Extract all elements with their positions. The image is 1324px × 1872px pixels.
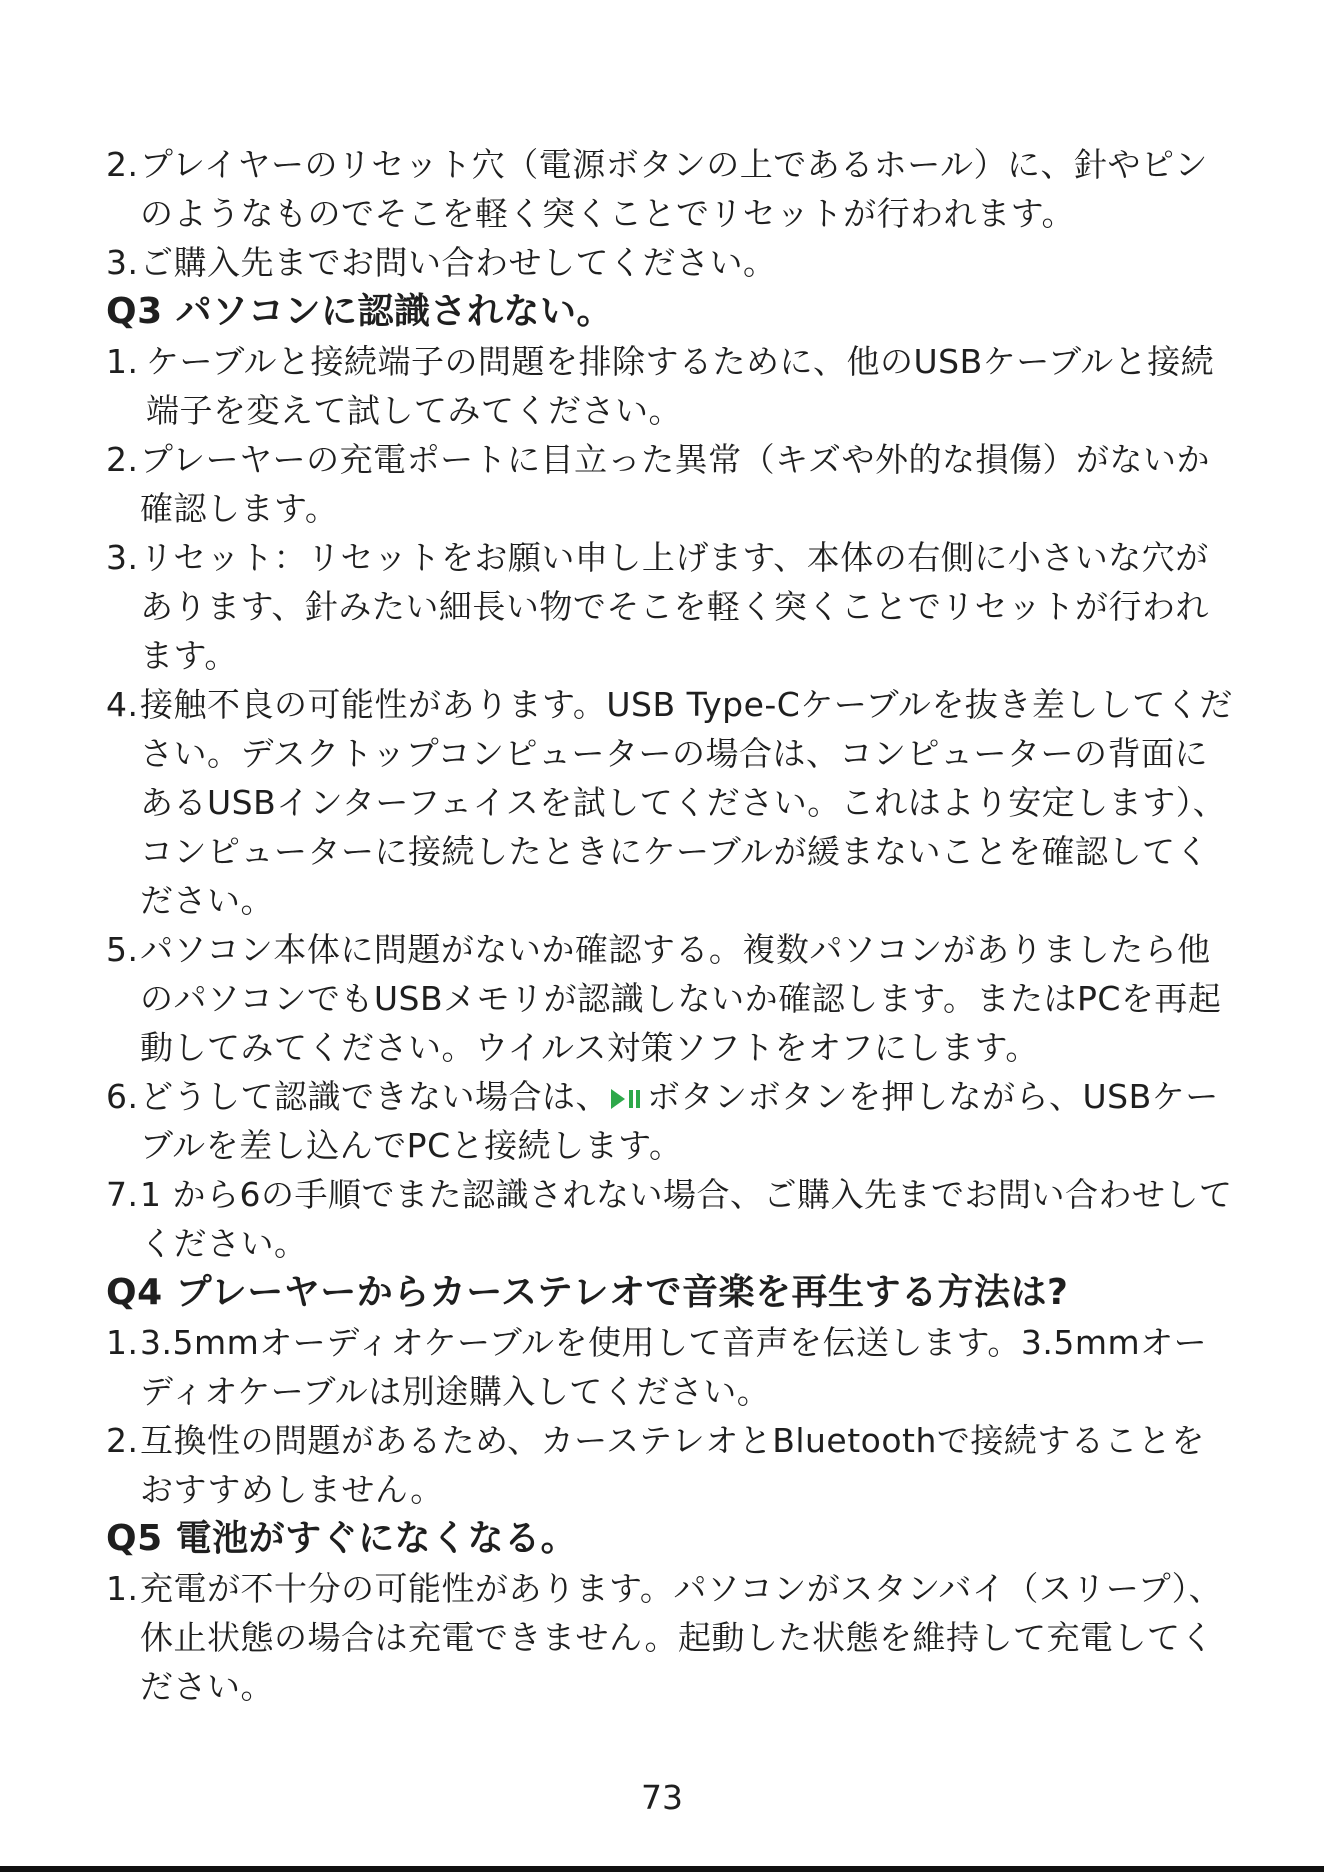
list-text: リセット：リセットをお願い申し上げます、本体の右側に小さいな穴があります、針みたい細長い物でそこを軽く突くことでリセットが行われます。 (140, 538, 1210, 675)
q3-heading: Q3 パソコンに認識されない。 (106, 291, 613, 332)
list-number: 2. (106, 145, 139, 184)
list-number: 2. (106, 1421, 139, 1460)
list-number: 3. (106, 538, 139, 577)
list-number: 7. (106, 1175, 139, 1214)
list-text (140, 1072, 1236, 1170)
page-bottom-border (0, 1866, 1324, 1872)
faq-content (106, 140, 1236, 1711)
list-text: ケーブルと接続端子の問題を排除するために、他のUSBケーブルと接続端子を変えて試してみてください。 (146, 342, 1215, 430)
list-item (106, 1170, 1236, 1268)
list-item (106, 1318, 1236, 1416)
list-text: 3.5mmオーディオケーブルを使用して音声を伝送します。3.5mmオーディオケーブルは別途購入してください。 (140, 1323, 1208, 1411)
list-item (106, 533, 1236, 680)
list-text: プレーヤーの充電ポートに目立った異常（キズや外的な損傷）がないか確認します。 (140, 440, 1211, 528)
list-item (106, 337, 1236, 435)
list-number: 1. (106, 1323, 139, 1362)
list-text: ご購入先までお問い合わせしてください。 (140, 243, 777, 282)
list-item (106, 925, 1236, 1072)
list-item (106, 238, 1236, 287)
list-number: 1. (106, 342, 139, 381)
list-text-after: ボタンボタンを押しながら、USBケーブルを差し込んでPCと接続します。 (140, 1077, 1219, 1165)
list-text: プレイヤーのリセット穴（電源ボタンの上であるホール）に、針やピンのようなものでそこを軽く突くことでリセットが行われます。 (140, 145, 1209, 233)
list-item (106, 1072, 1236, 1170)
list-item (106, 1564, 1236, 1711)
list-item (106, 435, 1236, 533)
list-text: 接触不良の可能性があります。USB Type-Cケーブルを抜き差ししてください。デスクトップコンピューターの場合は、コンピューターの背面にあるUSBインターフェイスを試してください。これはより安定します）、コンピューターに接続したときにケーブルが緩まないことを確認してください。 (140, 685, 1233, 920)
list-number: 3. (106, 243, 139, 282)
list-text-before: どうして認識できない場合は、 (140, 1077, 609, 1116)
list-number: 1. (106, 1569, 139, 1608)
q4-heading: Q4 プレーヤーからカーステレオで音楽を再生する方法は? (106, 1272, 1069, 1313)
list-number: 5. (106, 930, 139, 969)
list-number: 4. (106, 685, 139, 724)
list-text: パソコン本体に問題がないか確認する。複数パソコンがありましたら他のパソコンでもUSBメモリが認識しないか確認します。またはPCを再起動してみてください。ウイルス対策ソフトをオフにします。 (140, 930, 1222, 1067)
list-text: 1 から6の手順でまた認識されない場合、ご購入先までお問い合わせしてください。 (140, 1175, 1233, 1263)
list-item (106, 140, 1236, 238)
list-item (106, 1416, 1236, 1514)
q5-heading: Q5 電池がすぐになくなる。 (106, 1518, 578, 1559)
list-item (106, 680, 1236, 925)
page-number: 73 (641, 1778, 683, 1817)
list-text: 充電が不十分の可能性があります。パソコンがスタンバイ（スリープ）、休止状態の場合は充電できません。起動した状態を維持して充電してください。 (140, 1569, 1223, 1706)
list-text: 互換性の問題があるため、カーステレオとBluetoothで接続することをおすすめしません。 (140, 1421, 1205, 1509)
list-number: 2. (106, 440, 139, 479)
list-number: 6. (106, 1077, 139, 1116)
play-pause-icon (609, 1084, 643, 1114)
